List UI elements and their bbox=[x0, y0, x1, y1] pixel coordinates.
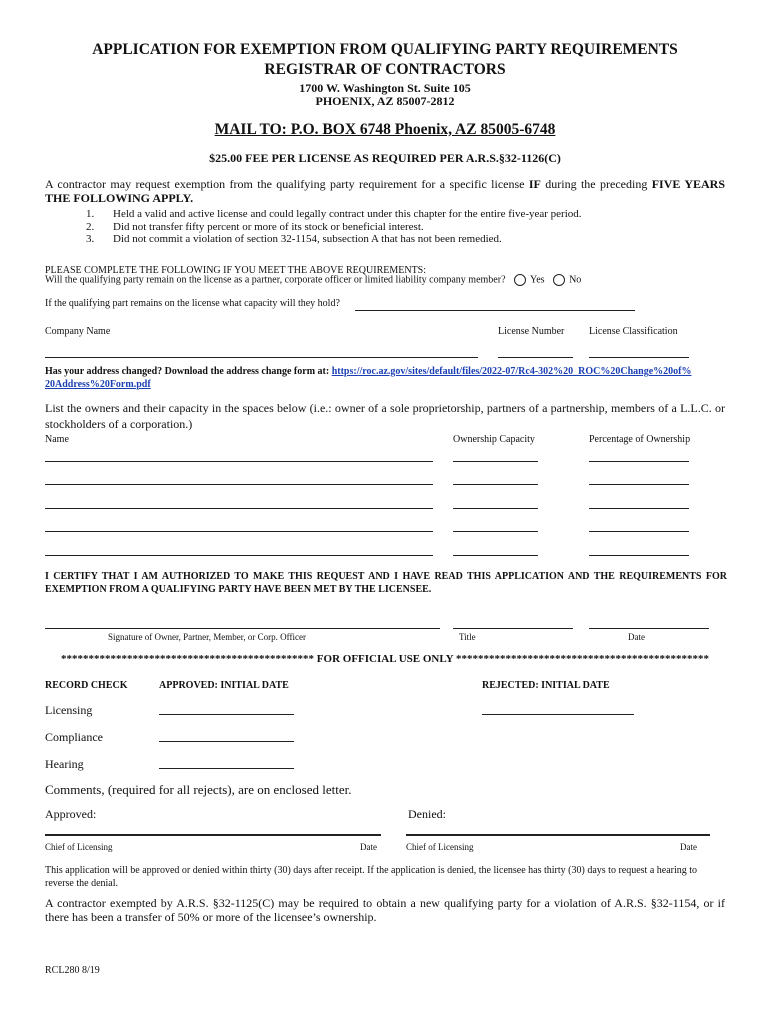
denied-label: Denied: bbox=[408, 807, 446, 821]
address-change-text: Has your address changed? Download the address change form at: bbox=[45, 366, 332, 377]
title-label: Title bbox=[459, 632, 476, 642]
license-classification-field[interactable] bbox=[589, 357, 689, 358]
agency-address-line2: PHOENIX, AZ 85007-2812 bbox=[315, 94, 455, 108]
owner-capacity-field[interactable] bbox=[453, 508, 538, 509]
hearing-approved-field[interactable] bbox=[159, 768, 294, 769]
signature-field[interactable] bbox=[45, 628, 440, 629]
approved-label: Approved: bbox=[45, 807, 97, 821]
licensing-approved-field[interactable] bbox=[159, 714, 294, 715]
owner-percentage-field[interactable] bbox=[589, 508, 689, 509]
requirements-list bbox=[86, 208, 596, 246]
license-classification-label: License Classification bbox=[589, 326, 678, 337]
owner-name-field[interactable] bbox=[45, 508, 433, 509]
owner-capacity-field[interactable] bbox=[453, 461, 538, 462]
list-item bbox=[86, 221, 596, 234]
agency-address-line1: 1700 W. Washington St. Suite 105 bbox=[299, 81, 471, 95]
owner-name-field[interactable] bbox=[45, 484, 433, 485]
rejected-initial-date-label: REJECTED: INITIAL DATE bbox=[482, 680, 610, 691]
yes-radio[interactable] bbox=[514, 274, 526, 286]
compliance-row-label: Compliance bbox=[45, 730, 103, 744]
date-field[interactable] bbox=[589, 628, 709, 629]
owner-percentage-field[interactable] bbox=[589, 531, 689, 532]
address-change-link[interactable]: https://roc.az.gov/sites/default/files/2022-07/Rc4-302%20_ROC%20Change%20of% 20Address%20Form.pdf bbox=[45, 366, 692, 390]
approved-signature-field[interactable] bbox=[45, 834, 381, 836]
list-item bbox=[86, 208, 596, 221]
chief-of-licensing-label-left: Chief of Licensing bbox=[45, 842, 113, 852]
official-use-banner: ********************************************** FOR OFFICIAL USE ONLY ********************************************** bbox=[61, 653, 709, 665]
owner-name-label: Name bbox=[45, 434, 69, 445]
list-text: Did not transfer fifty percent or more of its stock or beneficial interest. bbox=[113, 220, 424, 233]
no-label: No bbox=[569, 274, 582, 286]
chief-of-licensing-label-right: Chief of Licensing bbox=[406, 842, 474, 852]
please-complete-heading: PLEASE COMPLETE THE FOLLOWING IF YOU MEET THE ABOVE REQUIREMENTS: bbox=[45, 265, 427, 276]
company-name-field[interactable] bbox=[45, 357, 478, 358]
owner-name-field[interactable] bbox=[45, 531, 433, 532]
signature-label: Signature of Owner, Partner, Member, or Corp. Officer bbox=[108, 632, 306, 642]
capacity-field[interactable] bbox=[355, 310, 635, 311]
owner-percentage-field[interactable] bbox=[589, 555, 689, 556]
intro-text-b: during the preceding bbox=[540, 177, 652, 191]
form-id: RCL280 8/19 bbox=[45, 965, 100, 976]
licensing-row-label: Licensing bbox=[45, 703, 93, 717]
ownership-percentage-label: Percentage of Ownership bbox=[589, 434, 691, 445]
denied-signature-field[interactable] bbox=[406, 834, 710, 836]
company-name-label: Company Name bbox=[45, 326, 111, 337]
owner-percentage-field[interactable] bbox=[589, 484, 689, 485]
comments-note: Comments, (required for all rejects), are on enclosed letter. bbox=[45, 782, 352, 797]
list-number: 2. bbox=[86, 220, 95, 233]
agency-name: REGISTRAR OF CONTRACTORS bbox=[264, 61, 506, 78]
list-item bbox=[86, 233, 596, 246]
ownership-capacity-label: Ownership Capacity bbox=[453, 434, 535, 445]
list-number: 3. bbox=[86, 233, 95, 245]
form-title: APPLICATION FOR EXEMPTION FROM QUALIFYING PARTY REQUIREMENTS bbox=[92, 41, 678, 58]
compliance-approved-field[interactable] bbox=[159, 741, 294, 742]
owner-percentage-field[interactable] bbox=[589, 461, 689, 462]
date-label-left: Date bbox=[360, 842, 377, 852]
list-text: Held a valid and active license and could legally contract under this chapter for the entire five-year period. bbox=[113, 208, 582, 220]
owner-capacity-field[interactable] bbox=[453, 531, 538, 532]
date-label: Date bbox=[628, 632, 645, 642]
owner-capacity-field[interactable] bbox=[453, 555, 538, 556]
list-number: 1. bbox=[86, 208, 95, 220]
intro-five-years: FIVE YEARS THE FOLLOWING APPLY. bbox=[45, 177, 726, 205]
yes-label: Yes bbox=[530, 274, 545, 286]
intro-if: IF bbox=[528, 177, 541, 191]
license-number-label: License Number bbox=[498, 326, 565, 337]
owner-capacity-field[interactable] bbox=[453, 484, 538, 485]
remain-question-text: Will the qualifying party remain on the license as a partner, corporate officer or limited liability company member? bbox=[45, 274, 506, 286]
address-change-notice bbox=[45, 366, 735, 391]
intro-paragraph bbox=[45, 177, 725, 205]
intro-text-a: A contractor may request exemption from the qualifying party requirement for a specific license bbox=[45, 177, 529, 191]
decision-notice: This application will be approved or denied within thirty (30) days after receipt. If the application is denied, the licensee has thirty (30) days to request a hearing to reverse the denial. bbox=[45, 865, 698, 889]
list-text: Did not commit a violation of section 32-1154, subsection A that has not been remedied. bbox=[113, 233, 502, 245]
owner-name-field[interactable] bbox=[45, 461, 433, 462]
record-check-label: RECORD CHECK bbox=[45, 680, 128, 691]
license-number-field[interactable] bbox=[498, 357, 573, 358]
certification-statement: I CERTIFY THAT I AM AUTHORIZED TO MAKE THIS REQUEST AND I HAVE READ THIS APPLICATION AND THE REQUIREMENTS FOR EXEMPTION FROM A QUALIFYING PARTY HAVE BEEN MET BY THE LICENSEE. bbox=[45, 571, 727, 595]
owner-name-field[interactable] bbox=[45, 555, 433, 556]
no-radio[interactable] bbox=[553, 274, 565, 286]
fee-notice: $25.00 FEE PER LICENSE AS REQUIRED PER A.R.S.§32-1126(C) bbox=[209, 151, 561, 165]
capacity-question: If the qualifying part remains on the license what capacity will they hold? bbox=[45, 298, 340, 309]
exemption-warning: A contractor exempted by A.R.S. §32-1125(C) may be required to obtain a new qualifying party for a violation of A.R.S. §32-1154, or if there has been a transfer of 50% or more of the licensee’s ownership. bbox=[45, 896, 725, 924]
approved-initial-date-label: APPROVED: INITIAL DATE bbox=[159, 680, 289, 691]
licensing-rejected-field[interactable] bbox=[482, 714, 634, 715]
remain-question bbox=[45, 274, 581, 286]
date-label-right: Date bbox=[680, 842, 697, 852]
title-field[interactable] bbox=[453, 628, 573, 629]
owners-instructions: List the owners and their capacity in the spaces below (i.e.: owner of a sole proprietorship, partners of a partnership, members of a L.L.C. or stockholders of a corporation.) bbox=[45, 401, 725, 431]
mail-to-address: MAIL TO: P.O. BOX 6748 Phoenix, AZ 85005-6748 bbox=[214, 121, 556, 138]
hearing-row-label: Hearing bbox=[45, 757, 84, 771]
